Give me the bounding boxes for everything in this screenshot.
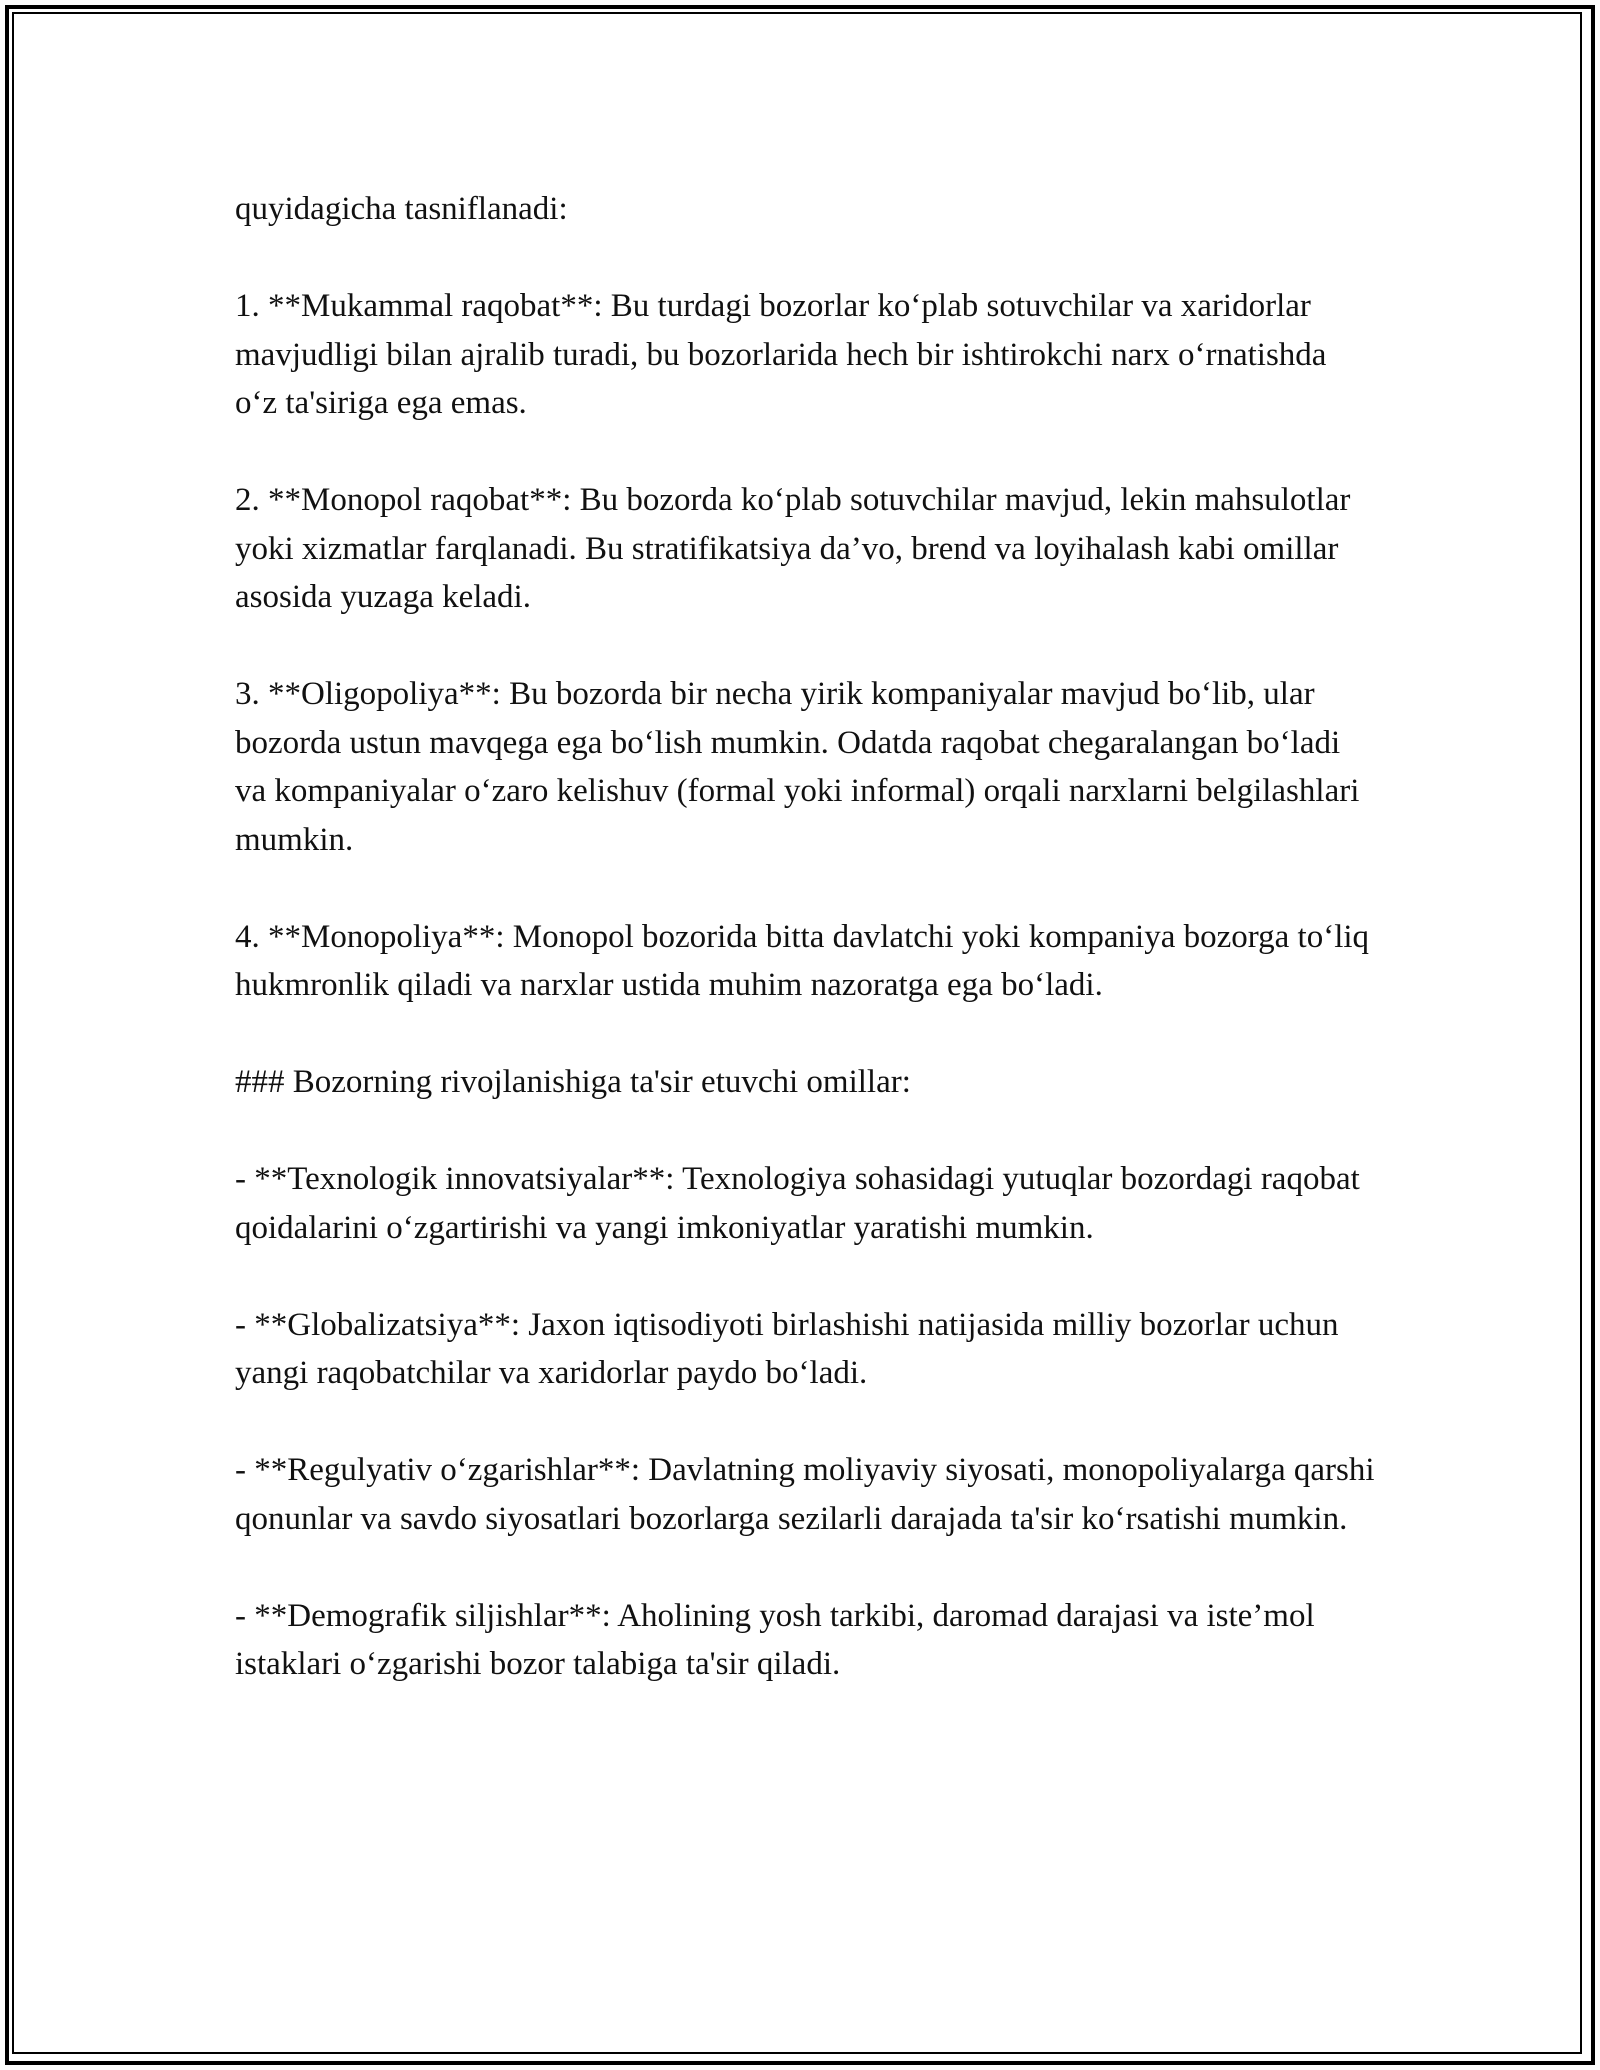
intro-line: quyidagicha tasniflanadi: — [235, 191, 568, 227]
item-monopoly: 4. **Monopoliya**: Monopol bozorida bitta davlatchi yoki kompaniya bozorga to‘liq hukmronlik qiladi va narxlar ustida muhim nazoratga ega bo‘ladi. — [235, 918, 1370, 1003]
factor-globalization: - **Globalizatsiya**: Jaxon iqtisodiyoti birlashishi natijasida milliy bozorlar uchun yangi raqobatchilar va xaridorlar paydo bo‘ladi. — [235, 1306, 1339, 1391]
item-monopolistic-competition: 2. **Monopol raqobat**: Bu bozorda ko‘plab sotuvchilar mavjud, lekin mahsulotlar yoki xizmatlar farqlanadi. Bu stratifikatsiya da’vo, brend va loyihalash kabi omillar asosida yuzaga keladi. — [235, 482, 1351, 615]
document-body — [235, 185, 1375, 1689]
item-oligopoly: 3. **Oligopoliya**: Bu bozorda bir necha yirik kompaniyalar mavjud bo‘lib, ular bozorda ustun mavqega ega bo‘lish mumkin. Odatda raqobat chegaralangan bo‘ladi va kompaniyalar o‘zaro kelishuv (formal yoki informal) orqali narxlarni belgilashlari mumkin. — [235, 676, 1360, 858]
section-heading: ### Bozorning rivojlanishiga ta'sir etuvchi omillar: — [235, 1064, 911, 1100]
factor-regulatory: - **Regulyativ o‘zgarishlar**: Davlatning moliyaviy siyosati, monopoliyalarga qarshi qonunlar va savdo siyosatlari bozorlarga sezilarli darajada ta'sir ko‘rsatishi mumkin. — [235, 1452, 1375, 1537]
factor-technology: - **Texnologik innovatsiyalar**: Texnologiya sohasidagi yutuqlar bozordagi raqobat qoidalarini o‘zgartirishi va yangi imkoniyatlar yaratishi mumkin. — [235, 1161, 1360, 1246]
factor-demographic: - **Demografik siljishlar**: Aholining yosh tarkibi, daromad darajasi va iste’mol istaklari o‘zgarishi bozor talabiga ta'sir qiladi. — [235, 1597, 1315, 1682]
item-perfect-competition: 1. **Mukammal raqobat**: Bu turdagi bozorlar ko‘plab sotuvchilar va xaridorlar mavjudligi bilan ajralib turadi, bu bozorlarida hech bir ishtirokchi narx o‘rnatishda o‘z ta'siriga ega emas. — [235, 288, 1327, 421]
